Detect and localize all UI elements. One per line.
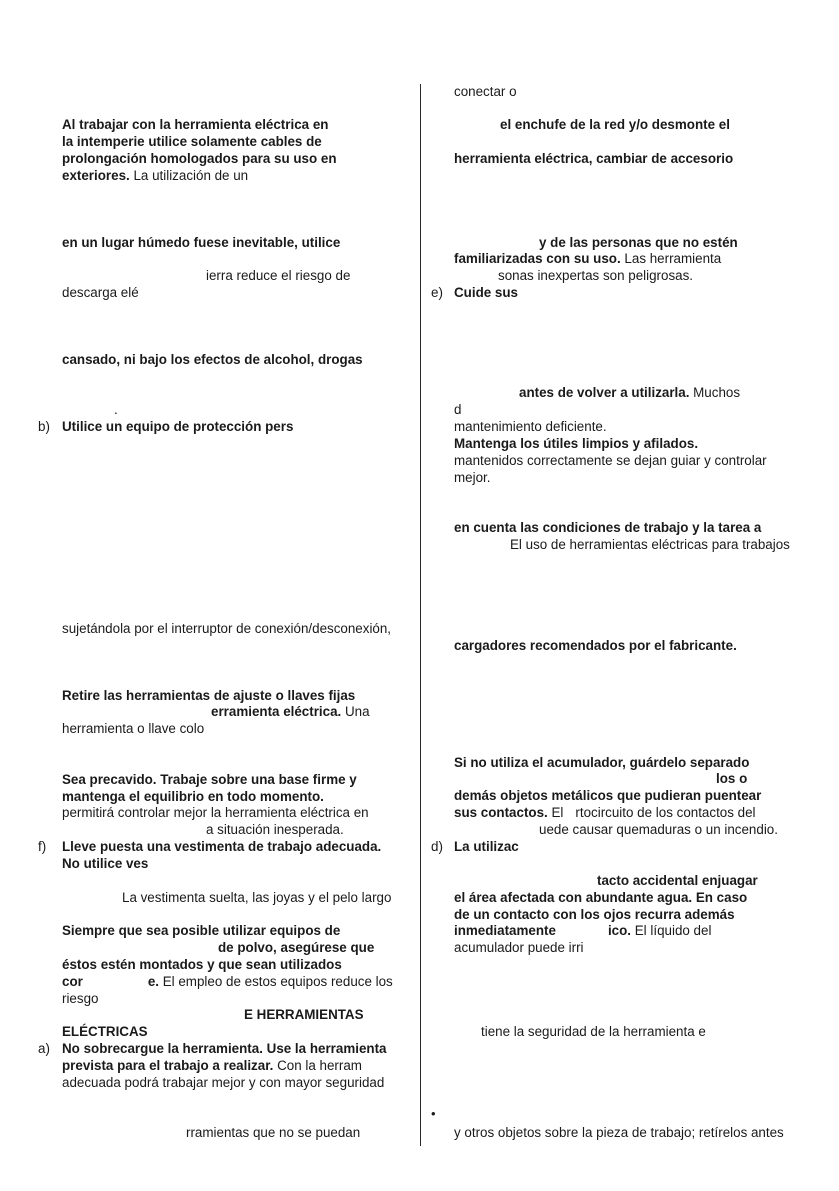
text-line: cargadores recomendados por el fabricante. xyxy=(454,638,737,653)
section-heading: ELÉCTRICAS xyxy=(62,1024,148,1039)
text-line: de polvo, asegúrese que xyxy=(218,940,375,955)
text-line: demás objetos metálicos que pudieran puentear xyxy=(454,788,762,803)
text-line: herramienta o llave colo xyxy=(62,721,205,736)
text-line xyxy=(454,922,711,939)
text-line: Cuide sus xyxy=(454,285,518,300)
text-line: los o xyxy=(716,771,748,786)
text-line: adecuada podrá trabajar mejor y con mayor seguridad xyxy=(62,1075,385,1090)
text-line: la intemperie utilice solamente cables de xyxy=(62,134,322,149)
text-line: acumulador puede irri xyxy=(454,940,584,955)
text-line: Lleve puesta una vestimenta de trabajo adecuada. xyxy=(62,839,382,854)
text-line: No sobrecargue la herramienta. Use la herramienta xyxy=(62,1041,387,1056)
text-line: a situación inesperada. xyxy=(206,822,344,837)
text-line: descarga elé xyxy=(62,285,139,300)
text-span: Las herramienta xyxy=(620,251,722,266)
bullet-icon: • xyxy=(431,1106,436,1121)
text-line: ierra reduce el riesgo de xyxy=(206,268,351,283)
text-line: El uso de herramientas eléctricas para trabajos xyxy=(510,537,790,552)
list-marker: a) xyxy=(38,1041,50,1056)
text-line: Siempre que sea posible utilizar equipos de xyxy=(62,923,341,938)
text-line xyxy=(62,973,393,990)
text-line xyxy=(519,384,740,401)
text-line: Sea precavido. Trabaje sobre una base firme y xyxy=(62,772,357,787)
text-line: uede causar quemaduras o un incendio. xyxy=(539,822,778,837)
list-marker: b) xyxy=(38,419,50,434)
text-span: El xyxy=(547,805,564,820)
text-line: tacto accidental enjuagar xyxy=(597,873,758,888)
text-line: Al trabajar con la herramienta eléctrica en xyxy=(62,117,329,132)
text-line: en cuenta las condiciones de trabajo y la tarea a xyxy=(454,520,762,535)
text-line: . xyxy=(114,402,118,417)
text-line: d xyxy=(454,402,462,417)
text-line: éstos estén montados y que sean utilizados xyxy=(62,957,342,972)
text-line: el área afectada con abundante agua. En caso xyxy=(454,890,748,905)
text-line xyxy=(211,703,370,720)
text-line xyxy=(454,804,756,821)
text-line: herramienta eléctrica, cambiar de accesorio xyxy=(454,151,734,166)
text-line: conectar o xyxy=(454,84,517,99)
text-span: ico. xyxy=(607,923,632,938)
text-span: erramienta eléctrica. xyxy=(211,704,342,719)
text-line: cansado, ni bajo los efectos de alcohol, drogas xyxy=(62,352,363,367)
text-span: prevista para el trabajo a realizar. xyxy=(62,1058,274,1073)
text-line: tiene la seguridad de la herramienta e xyxy=(481,1024,706,1039)
text-span: antes de volver a utilizarla. xyxy=(519,385,690,400)
text-line: Utilice un equipo de protección pers xyxy=(62,419,294,434)
text-line: mantenga el equilibrio en todo momento. xyxy=(62,789,324,804)
text-line: permitirá controlar mejor la herramienta eléctrica en xyxy=(62,805,369,820)
list-marker: e) xyxy=(431,285,443,300)
text-span: cor xyxy=(62,974,83,989)
text-span: rtocircuito de los contactos del xyxy=(575,805,756,820)
text-line: el enchufe de la red y/o desmonte el xyxy=(500,117,730,132)
text-line: en un lugar húmedo fuese inevitable, utilice xyxy=(62,235,341,250)
section-heading: E HERRAMIENTAS xyxy=(244,1007,364,1022)
text-span: El líquido del xyxy=(631,923,712,938)
text-line: sonas inexpertas son peligrosas. xyxy=(498,268,694,283)
text-line: Si no utiliza el acumulador, guárdelo separado xyxy=(454,755,750,770)
text-line: rramientas que no se puedan xyxy=(186,1125,361,1140)
text-span: e. xyxy=(147,974,160,989)
text-span: La utilización de un xyxy=(129,168,249,183)
text-line xyxy=(454,250,721,267)
text-span: familiarizadas con su uso. xyxy=(454,251,621,266)
text-span: Con la herram xyxy=(273,1058,362,1073)
text-line xyxy=(62,1057,362,1074)
text-line: Retire las herramientas de ajuste o llaves fijas xyxy=(62,688,356,703)
text-line: y otros objetos sobre la pieza de trabajo; retírelos antes xyxy=(454,1125,784,1140)
text-line: mantenimiento deficiente. xyxy=(454,419,607,434)
text-span: Una xyxy=(341,704,370,719)
text-span: sus contactos. xyxy=(454,805,548,820)
text-span: inmediatamente xyxy=(454,923,556,938)
text-line: mantenidos correctamente se dejan guiar y controlar xyxy=(454,453,767,468)
list-marker: f) xyxy=(38,839,47,854)
text-span: El empleo de estos equipos reduce los xyxy=(159,974,393,989)
list-marker: d) xyxy=(431,839,443,854)
text-line xyxy=(62,167,248,184)
column-divider xyxy=(420,84,421,1146)
text-line: mejor. xyxy=(454,470,491,485)
text-line: y de las personas que no estén xyxy=(539,235,738,250)
text-span: Muchos xyxy=(689,385,741,400)
text-span: exteriores. xyxy=(62,168,130,183)
text-line: Mantenga los útiles limpios y afilados. xyxy=(454,436,699,451)
text-line: No utilice ves xyxy=(62,856,149,871)
text-line: La utilizac xyxy=(454,839,519,854)
text-line: prolongación homologados para su uso en xyxy=(62,151,337,166)
text-line: de un contacto con los ojos recurra además xyxy=(454,907,735,922)
text-line: sujetándola por el interruptor de conexión/desconexión, xyxy=(62,621,392,636)
text-line: La vestimenta suelta, las joyas y el pelo largo xyxy=(122,890,392,905)
text-line: riesgo xyxy=(62,991,99,1006)
